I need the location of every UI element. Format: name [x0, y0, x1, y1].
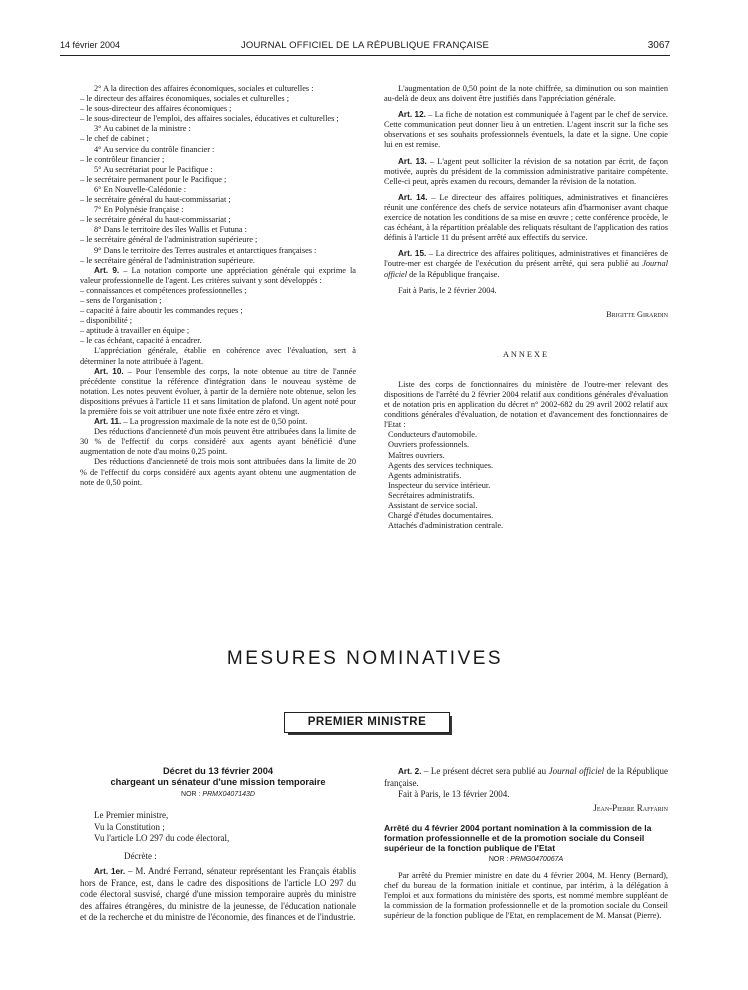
page-header — [60, 40, 670, 54]
list-item: 4° Au service du contrôle financier : — [94, 144, 215, 154]
decret-line-3: Vu l'article LO 297 du code électoral, — [94, 833, 230, 844]
decrete: Décrète : — [124, 850, 157, 861]
decret-line-1: Le Premier ministre, — [94, 810, 169, 821]
article-9-after: L'appréciation générale, établie en cohérence avec l'évaluation, sert à déterminer la note attribuée à l'agent. — [80, 346, 356, 366]
article-9-label: Art. 9. — [94, 265, 120, 275]
article-12-label: Art. 12. — [398, 110, 426, 120]
arrete-nor-label: NOR : — [488, 855, 511, 863]
article-11-label: Art. 11. — [94, 417, 122, 427]
decret-article-2-label: Art. 2. — [398, 767, 422, 776]
decret-title-line2: chargeant un sénateur d'une mission temporaire — [110, 777, 326, 787]
criteria-item: – capacité à faire aboutir les commandes reçues ; — [80, 306, 243, 316]
arrete-title: Arrêté du 4 février 2004 portant nomination à la commission de la formation professionnelle et de la promotion sociale du Conseil supérieur de la fonction publique de l'Etat — [384, 822, 652, 853]
article-14-text: – Le directeur des affaires politiques, administratives et financières réunit une conférence des chefs de service notateurs afin d'harmoniser avant chaque exercice de notation les conditions de sa mise en œuvre ; cette conférence procède, le cas échéant, à la répartition préalable des reliquats résultant de l'application des ratios définis à l'article 11 du présent arrêté aux effectifs du service. — [384, 192, 668, 243]
list-item: 9° Dans le territoire des Terres australes et antarctiques françaises : — [94, 245, 317, 255]
fait-a-paris: Fait à Paris, le 2 février 2004. — [398, 285, 497, 295]
criteria-item: – sens de l'organisation ; — [80, 295, 162, 305]
article-14 — [384, 193, 668, 243]
signature-raffarin: Jean-Pierre Raffarin — [593, 802, 668, 813]
list-item: 6° En Nouvelle-Calédonie : — [94, 184, 187, 194]
criteria-item: – le cas échéant, capacité à encadrer. — [80, 336, 202, 346]
annexe-item: Agents administratifs. — [388, 470, 462, 480]
right-column-bottom — [384, 766, 668, 921]
decret-article-2 — [384, 766, 668, 789]
annexe-item: Assistant de service social. — [388, 501, 478, 510]
article-15-post: de la République française. — [407, 269, 500, 279]
annexe-item: Ouvriers professionnels. — [388, 440, 470, 450]
article-15 — [384, 249, 668, 279]
list-item: – le secrétaire général de l'administration supérieure. — [80, 255, 255, 265]
article-12 — [384, 110, 668, 150]
header-journal-title: JOURNAL OFFICIEL DE LA RÉPUBLIQUE FRANÇAISE — [240, 40, 490, 51]
annexe-item: Chargé d'études documentaires. — [388, 511, 494, 521]
article-10-text: – Pour l'ensemble des corps, la note obtenue au titre de l'année précédente constitue la référence d'intégration dans le nouveau système de notation. Les notes peuvent évoluer, à partir de la dernière note obtenue, selon les dispositions prévues à l'article 11 et sans limitation de plafond. Un agent noté pour la première fois se voit attribuer une note fixée entre zéro et vingt. — [80, 366, 356, 416]
article-13 — [384, 157, 668, 187]
box-title: PREMIER MINISTRE — [284, 712, 450, 733]
list-item: 3° Au cabinet de la ministre : — [94, 124, 191, 134]
header-date: 14 février 2004 — [60, 40, 121, 50]
annexe-item: Maîtres ouvriers. — [388, 450, 445, 460]
section-title: MESURES NOMINATIVES — [226, 648, 504, 669]
list-item: 7° En Polynésie française : — [94, 205, 184, 215]
note-paragraph: L'augmentation de 0,50 point de la note chiffrée, sa diminution ou son maintien au-delà de deux ans doivent être justifiés dans l'appréciation générale. — [384, 84, 668, 104]
list-item: – le directeur des affaires économiques, sociales et culturelles ; — [80, 94, 290, 104]
decret-nor-label: NOR : — [181, 791, 203, 798]
list-item: 8° Dans le territoire des îles Wallis et Futuna : — [94, 225, 247, 235]
article-15-label: Art. 15. — [398, 249, 427, 259]
list-item: – le secrétaire permanent pour le Pacifique ; — [80, 174, 227, 184]
decret-article-1-label: Art. 1er. — [94, 867, 126, 877]
right-column-top — [384, 84, 668, 531]
annexe-list — [384, 430, 668, 531]
annexe-item: Inspecteur du service intérieur. — [388, 480, 491, 490]
article-11-p3: Des réductions d'ancienneté de trois mois sont attribuées dans la limite de 20 % de l'effectif du corps considéré aux agents ayant obtenu une augmentation de note de 0,50 point. — [80, 457, 356, 487]
list-item: – le secrétaire général du haut-commissariat ; — [80, 195, 231, 205]
decret-article-1 — [80, 866, 356, 924]
list-item: 5° Au secrétariat pour le Pacifique : — [94, 164, 213, 174]
article-13-label: Art. 13. — [398, 156, 427, 166]
direction-list — [80, 84, 356, 266]
article-15-journal: Journal officiel — [384, 259, 668, 279]
article-14-label: Art. 14. — [398, 192, 428, 202]
left-column-top — [80, 84, 356, 488]
criteria-list — [80, 286, 356, 347]
arrete-text: Par arrêté du Premier ministre en date du 4 février 2004, M. Henry (Bernard), chef du bureau de la formation initiale et continue, par intérim, à la délégation à l'emploi et aux formations du ministère des sports, est nommé membre suppléant de la commission de la formation professionnelle et de la promotion sociale du Conseil supérieur de la fonction publique de l'Etat, en remplacement de M. Mansat (Pierre). — [384, 870, 668, 921]
list-item: – le contrôleur financier ; — [80, 154, 165, 164]
signature-girardin: Brigitte Girardin — [606, 309, 668, 319]
article-9-text: – La notation comporte une appréciation générale qui exprime la valeur professionnelle de l'agent. Les critères suivant y sont développés : — [80, 265, 356, 285]
annexe-title: ANNEXE — [502, 349, 550, 359]
annexe-intro: Liste des corps de fonctionnaires du ministère de l'outre-mer relevant des dispositions de l'arrêté du 2 février 2004 relatif aux conditions générales d'évaluation et de notation pris en application du décret n° 2002-682 du 29 avril 2002 relatif aux conditions générales d'évaluation, de notation et d'avancement des fonctionnaires de l'Etat : — [384, 379, 668, 430]
decret-article-1-text: – M. André Ferrand, sénateur représentant les Français établis hors de France, est, dans le cadre des dispositions de l'article LO 297 du code électoral susvisé, chargé d'une mission temporaire auprès du ministre des affaires étrangères, du ministre de la jeunesse, de l'éducation nationale et de la recherche et du ministre de l'économie, des finances et de l'industrie. — [80, 866, 356, 923]
article-15-pre: – La directrice des affaires politiques, administratives et financières de l'outre-mer est chargée de l'exécution du présent arrêté, qui sera publié au — [384, 249, 668, 269]
criteria-item: – aptitude à travailler en équipe ; — [80, 326, 190, 336]
decret-line-2: Vu la Constitution ; — [94, 821, 165, 832]
annexe-item: Conducteurs d'automobile. — [388, 430, 478, 440]
article-13-text: – L'agent peut solliciter la révision de sa notation par écrit, de façon motivée, auprès du président de la commission administrative paritaire compétente. Celle-ci peut, après examen du recours, demander la révision de la notation. — [384, 156, 668, 186]
annexe-item: Attachés d'administration centrale. — [388, 521, 504, 531]
decret-title-line1: Décret du 13 février 2004 — [162, 766, 274, 776]
article-10-label: Art. 10. — [94, 366, 124, 376]
list-item: 2° A la direction des affaires économiques, sociales et culturelles : — [94, 84, 314, 93]
article-11 — [80, 417, 356, 427]
list-item: – le secrétaire général de l'administration supérieure ; — [80, 235, 258, 245]
decret-fait: Fait à Paris, le 13 février 2004. — [398, 789, 510, 799]
criteria-item: – disponibilité ; — [80, 316, 133, 326]
article-9 — [80, 266, 356, 286]
decret-article-2-journal: Journal officiel — [548, 766, 605, 776]
article-11-p2: Des réductions d'ancienneté d'un mois peuvent être attribuées dans la limite de 30 % de l'effectif du corps considéré aux agents ayant bénéficié d'une augmentation de note d'au moins 0,25 point. — [80, 427, 356, 457]
list-item: – le chef de cabinet ; — [80, 134, 149, 144]
header-page-number: 3067 — [647, 40, 670, 51]
decret-nor-code: PRMX0407143D — [202, 791, 255, 798]
article-11-text: – La progression maximale de la note est de 0,50 point. — [121, 417, 308, 427]
criteria-item: – connaissances et compétences professionnelles ; — [80, 285, 247, 295]
arrete-nor — [384, 855, 668, 865]
decret-article-2-post: de la République française. — [384, 766, 668, 788]
list-item: – le secrétaire général du haut-commissariat ; — [80, 215, 231, 225]
header-rule — [60, 55, 670, 56]
list-item: – le sous-directeur des affaires économiques ; — [80, 104, 232, 114]
annexe-item: Agents des services techniques. — [388, 460, 494, 470]
premier-ministre-box — [284, 712, 454, 736]
article-12-text: – La fiche de notation est communiquée à l'agent par le chef de service. Cette communication peut donner lieu à un entretien. L'agent inscrit sur la fiche ses observations et ses souhaits professionnels éventuels, la date et la signe. Une copie lui en est remise. — [384, 110, 669, 150]
decret-nor — [80, 790, 356, 800]
left-column-bottom — [80, 766, 356, 924]
arrete-nor-code: PRMG0470067A — [510, 855, 564, 863]
article-10 — [80, 367, 356, 417]
annexe-item: Secrétaires administratifs. — [388, 490, 475, 500]
list-item: – le sous-directeur de l'emploi, des affaires sociales, éducatives et culturelles ; — [80, 114, 339, 124]
decret-article-2-pre: – Le présent décret sera publié au — [421, 766, 549, 776]
